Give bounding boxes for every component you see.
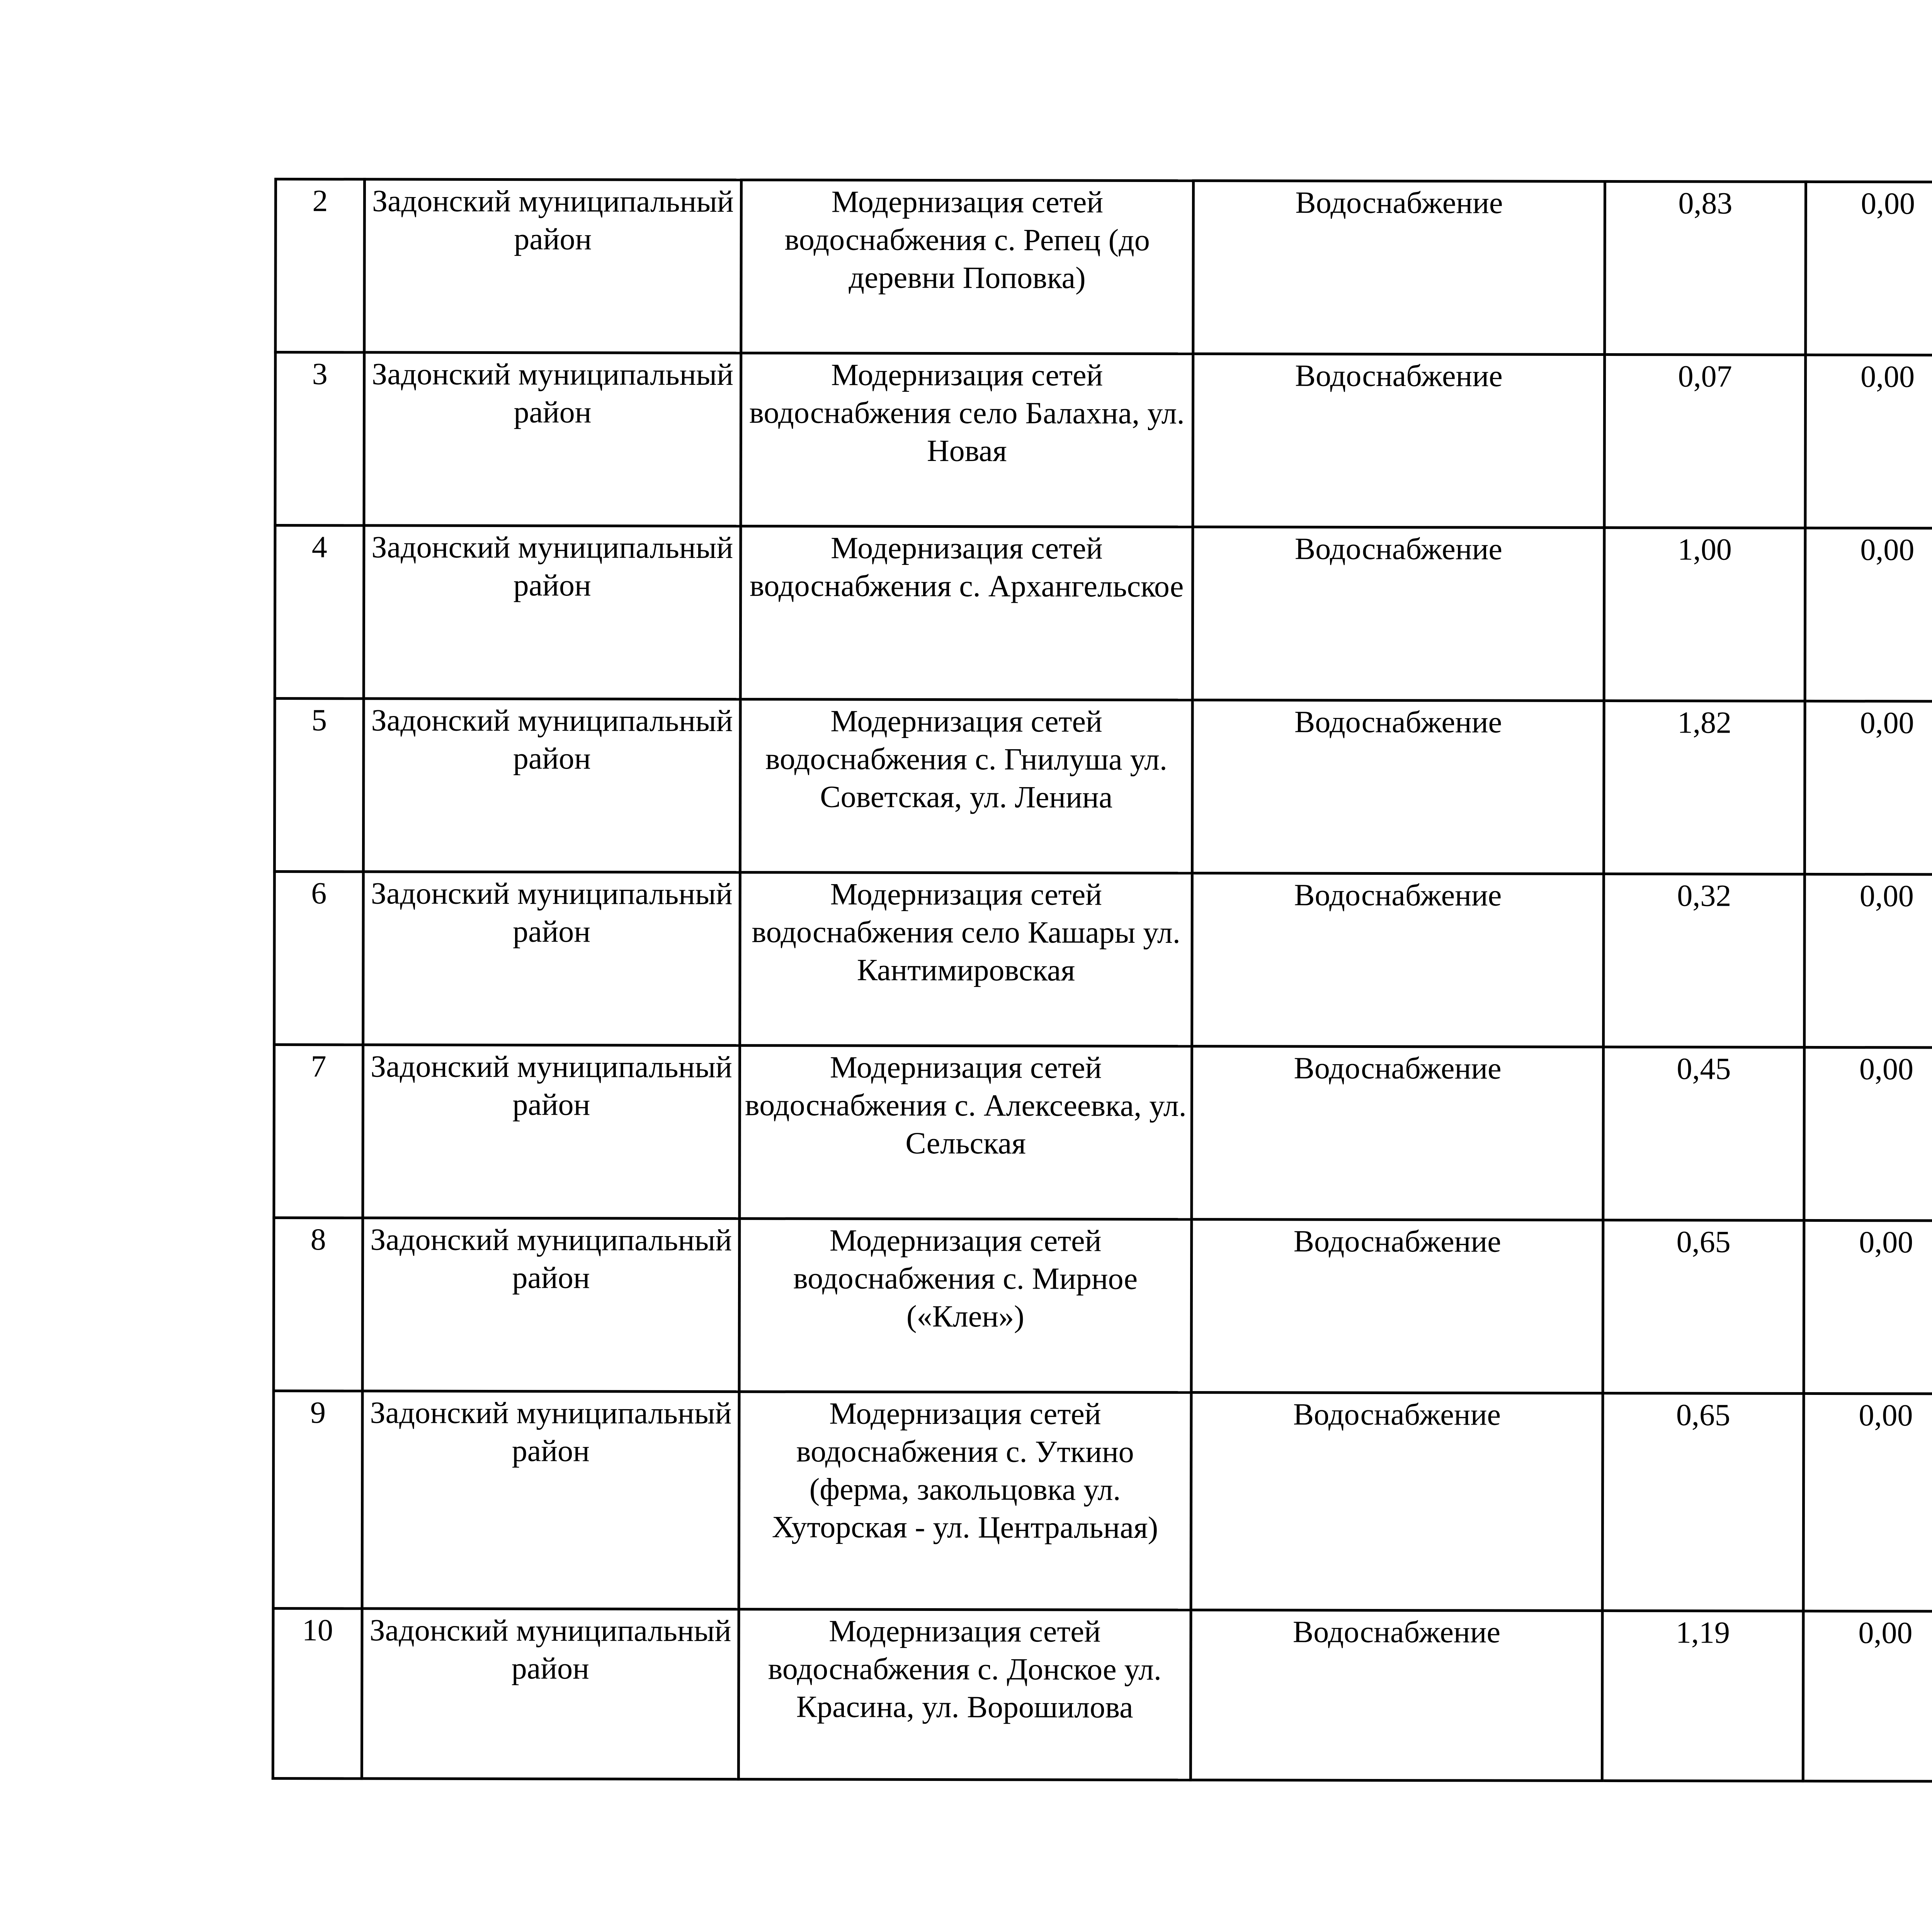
row-number: 9 xyxy=(273,1391,362,1609)
table-row xyxy=(274,1218,1932,1395)
table-row xyxy=(274,1045,1932,1222)
project-cell: Модернизация сетей водоснабжения село Кашары ул. Кантимировская xyxy=(740,872,1192,1046)
type-cell: Водоснабжение xyxy=(1192,527,1604,701)
project-cell: Модернизация сетей водоснабжения с. Алексеевка, ул. Сельская xyxy=(740,1046,1192,1219)
district-cell: Задонский муниципальный район xyxy=(362,1391,739,1609)
value-cell: 0,00 xyxy=(1806,182,1932,355)
type-cell: Водоснабжение xyxy=(1192,700,1604,874)
projects-table xyxy=(272,178,1932,1784)
table-row xyxy=(273,1391,1932,1613)
table-row xyxy=(274,699,1932,876)
district-cell: Задонский муниципальный район xyxy=(364,352,741,526)
table-row xyxy=(275,526,1932,703)
project-cell: Модернизация сетей водоснабжения с. Архангельское xyxy=(740,526,1193,700)
value-cell: 0,07 xyxy=(1604,355,1806,528)
value-cell: 0,00 xyxy=(1804,701,1932,874)
value-cell: 1,82 xyxy=(1604,701,1805,874)
row-number: 10 xyxy=(273,1609,362,1779)
type-cell: Водоснабжение xyxy=(1190,1610,1602,1781)
district-cell: Задонский муниципальный район xyxy=(363,1045,740,1219)
district-cell: Задонский муниципальный район xyxy=(362,1218,740,1392)
table-row xyxy=(273,1609,1932,1783)
value-cell: 0,00 xyxy=(1804,874,1932,1048)
district-cell: Задонский муниципальный район xyxy=(362,1609,739,1779)
type-cell: Водоснабжение xyxy=(1193,181,1605,355)
row-number: 2 xyxy=(276,179,365,352)
value-cell: 0,00 xyxy=(1803,1611,1932,1781)
value-cell: 0,83 xyxy=(1605,182,1806,355)
project-cell: Модернизация сетей водоснабжения с. Донское ул. Красина, ул. Ворошилова xyxy=(738,1609,1191,1780)
project-cell: Модернизация сетей водоснабжения с. Мирное («Клен») xyxy=(739,1219,1192,1393)
row-number: 7 xyxy=(274,1045,363,1218)
value-cell: 0,00 xyxy=(1803,1393,1932,1611)
type-cell: Водоснабжение xyxy=(1191,1219,1603,1393)
row-number: 4 xyxy=(275,526,364,699)
project-cell: Модернизация сетей водоснабжения с. Уткино (ферма, закольцовка ул. Хуторская - ул. Центральная) xyxy=(739,1392,1191,1610)
value-cell: 0,65 xyxy=(1603,1220,1804,1394)
value-cell: 1,19 xyxy=(1602,1611,1803,1781)
table-row xyxy=(275,352,1932,530)
table-row xyxy=(276,179,1932,357)
project-cell: Модернизация сетей водоснабжения с. Гнилуша ул. Советская, ул. Ленина xyxy=(740,699,1192,873)
value-cell: 0,65 xyxy=(1602,1393,1804,1611)
type-cell: Водоснабжение xyxy=(1193,354,1605,528)
type-cell: Водоснабжение xyxy=(1192,873,1604,1047)
row-number: 8 xyxy=(274,1218,363,1391)
value-cell: 0,00 xyxy=(1805,355,1932,528)
value-cell: 0,00 xyxy=(1804,1047,1932,1221)
value-cell: 0,00 xyxy=(1804,1220,1932,1394)
project-cell: Модернизация сетей водоснабжения с. Репец (до деревни Поповка) xyxy=(741,180,1194,354)
district-cell: Задонский муниципальный район xyxy=(364,179,742,353)
table-row xyxy=(274,872,1932,1049)
project-cell: Модернизация сетей водоснабжения село Балахна, ул. Новая xyxy=(741,353,1193,527)
type-cell: Водоснабжение xyxy=(1191,1393,1603,1611)
district-cell: Задонский муниципальный район xyxy=(364,526,741,699)
district-cell: Задонский муниципальный район xyxy=(363,872,740,1046)
value-cell: 1,00 xyxy=(1604,528,1805,701)
value-cell: 0,00 xyxy=(1805,528,1932,701)
row-number: 3 xyxy=(275,352,364,526)
district-cell: Задонский муниципальный район xyxy=(363,699,740,872)
type-cell: Водоснабжение xyxy=(1192,1046,1604,1220)
value-cell: 0,32 xyxy=(1604,874,1805,1048)
value-cell: 0,45 xyxy=(1603,1047,1804,1221)
row-number: 5 xyxy=(274,699,364,872)
row-number: 6 xyxy=(274,872,364,1045)
